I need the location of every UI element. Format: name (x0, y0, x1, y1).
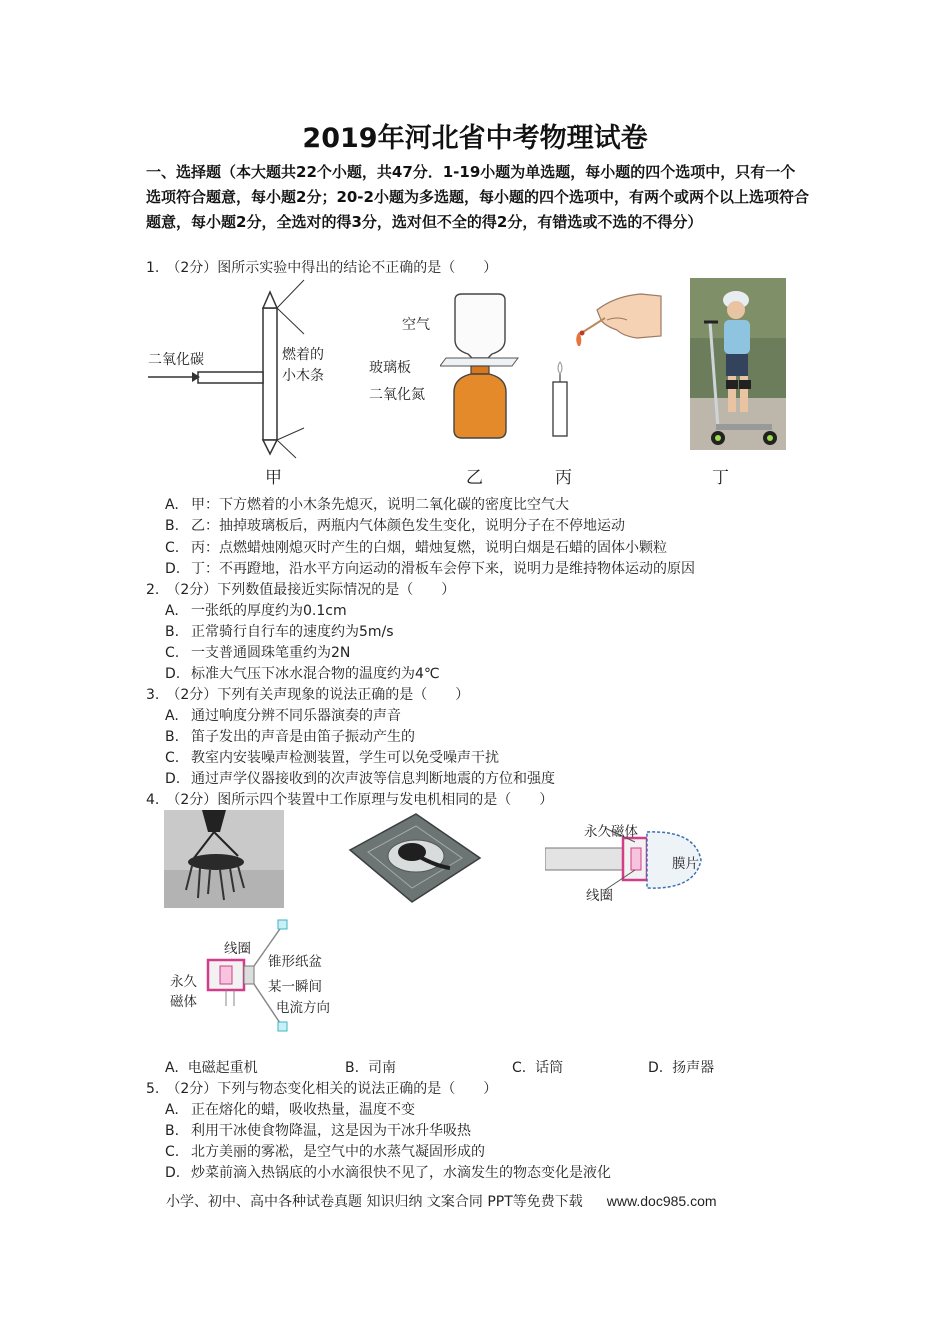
label-burning-2: 小木条 (282, 368, 324, 384)
question-1-stem: 1. （2分）图所示实验中得出的结论不正确的是（ ） (146, 260, 498, 276)
footer-url[interactable]: www.doc985.com (606, 1193, 717, 1209)
label-glass: 玻璃板 (369, 360, 411, 376)
label-magnet-d-1: 永久 (170, 974, 197, 990)
label-coil-c: 线圈 (586, 888, 613, 904)
q3-option-b: B. 笛子发出的声音是由笛子振动产生的 (165, 729, 415, 745)
q5-option-c: C. 北方美丽的雾凇，是空气中的水蒸气凝固形成的 (165, 1144, 485, 1160)
q3-option-a: A. 通过响度分辨不同乐器演奏的声音 (165, 708, 401, 724)
caption-yi: 乙 (466, 468, 483, 488)
label-burning-1: 燃着的 (282, 347, 324, 363)
q1-figure-ding-photo (690, 278, 786, 450)
q2-option-d: D. 标准大气压下冰水混合物的温度约为4℃ (165, 666, 440, 682)
footer (166, 1191, 717, 1211)
label-moment: 某一瞬间 (268, 979, 322, 995)
caption-ding: 丁 (712, 468, 729, 488)
label-coil-d: 线圈 (224, 941, 251, 957)
label-magnet-d-2: 磁体 (170, 994, 197, 1010)
q4-option-a: A. 电磁起重机 (165, 1060, 258, 1076)
label-cone: 锥形纸盆 (268, 954, 322, 970)
label-air: 空气 (402, 317, 430, 333)
question-2-stem: 2. （2分）下列数值最接近实际情况的是（ ） (146, 582, 456, 598)
q5-option-b: B. 利用干冰使食物降温，这是因为干冰升华吸热 (165, 1123, 471, 1139)
label-current: 电流方向 (276, 1000, 330, 1016)
q1-option-d: D. 丁：不再蹬地，沿水平方向运动的滑板车会停下来，说明力是维持物体运动的原因 (165, 561, 695, 577)
q1-option-c: C. 丙：点燃蜡烛刚熄灭时产生的白烟，蜡烛复燃，说明白烟是石蜡的固体小颗粒 (165, 540, 667, 556)
q2-option-c: C. 一支普通圆珠笔重约为2N (165, 645, 351, 661)
q4-option-d: D. 扬声器 (648, 1060, 715, 1076)
question-4-stem: 4. （2分）图所示四个装置中工作原理与发电机相同的是（ ） (146, 792, 554, 808)
q4-option-c: C. 话筒 (512, 1060, 564, 1076)
label-no2: 二氧化氮 (369, 387, 425, 403)
q2-option-a: A. 一张纸的厚度约为0.1cm (165, 603, 347, 619)
label-co2: 二氧化碳 (148, 352, 204, 368)
q1-figure-bing (545, 290, 665, 440)
q4-option-b: B. 司南 (345, 1060, 396, 1076)
q5-option-a: A. 正在熔化的蜡，吸收热量，温度不变 (165, 1102, 415, 1118)
q2-option-b: B. 正常骑行自行车的速度约为5m/s (165, 624, 394, 640)
question-3-stem: 3. （2分）下列有关声现象的说法正确的是（ ） (146, 687, 470, 703)
page-title: 2019年河北省中考物理试卷 (302, 123, 648, 154)
question-5-stem: 5. （2分）下列与物态变化相关的说法正确的是（ ） (146, 1081, 498, 1097)
q5-option-d: D. 炒菜前滴入热锅底的小水滴很快不见了，水滴发生的物态变化是液化 (165, 1165, 611, 1181)
caption-jia: 甲 (265, 468, 282, 488)
q4-figure-b-sinan (346, 810, 484, 904)
q1-option-b: B. 乙：抽掉玻璃板后，两瓶内气体颜色发生变化，说明分子在不停地运动 (165, 518, 625, 534)
q3-option-d: D. 通过声学仪器接收到的次声波等信息判断地震的方位和强度 (165, 771, 555, 787)
label-membrane: 膜片 (672, 856, 699, 872)
caption-bing: 丙 (555, 468, 572, 488)
q1-figure-yi (440, 292, 525, 442)
footer-text: 小学、初中、高中各种试卷真题 知识归纳 文案合同 PPT等免费下载 (166, 1194, 583, 1210)
q3-option-c: C. 教室内安装噪声检测装置，学生可以免受噪声干扰 (165, 750, 499, 766)
section-heading: 一、选择题（本大题共22个小题，共47分．1-19小题为单选题，每小题的四个选项中，只有一个选项符合题意，每小题2分；20-2小题为多选题，每小题的四个选项中，有两个或两个以上选项符合题意，每小题2分，全选对的得3分，选对但不全的得2分，有错选或不选的不得分） (146, 163, 809, 231)
label-magnet-c: 永久磁体 (584, 824, 638, 840)
q4-figure-a-photo (164, 810, 284, 908)
q1-option-a: A. 甲：下方燃着的小木条先熄灭，说明二氧化碳的密度比空气大 (165, 497, 569, 513)
